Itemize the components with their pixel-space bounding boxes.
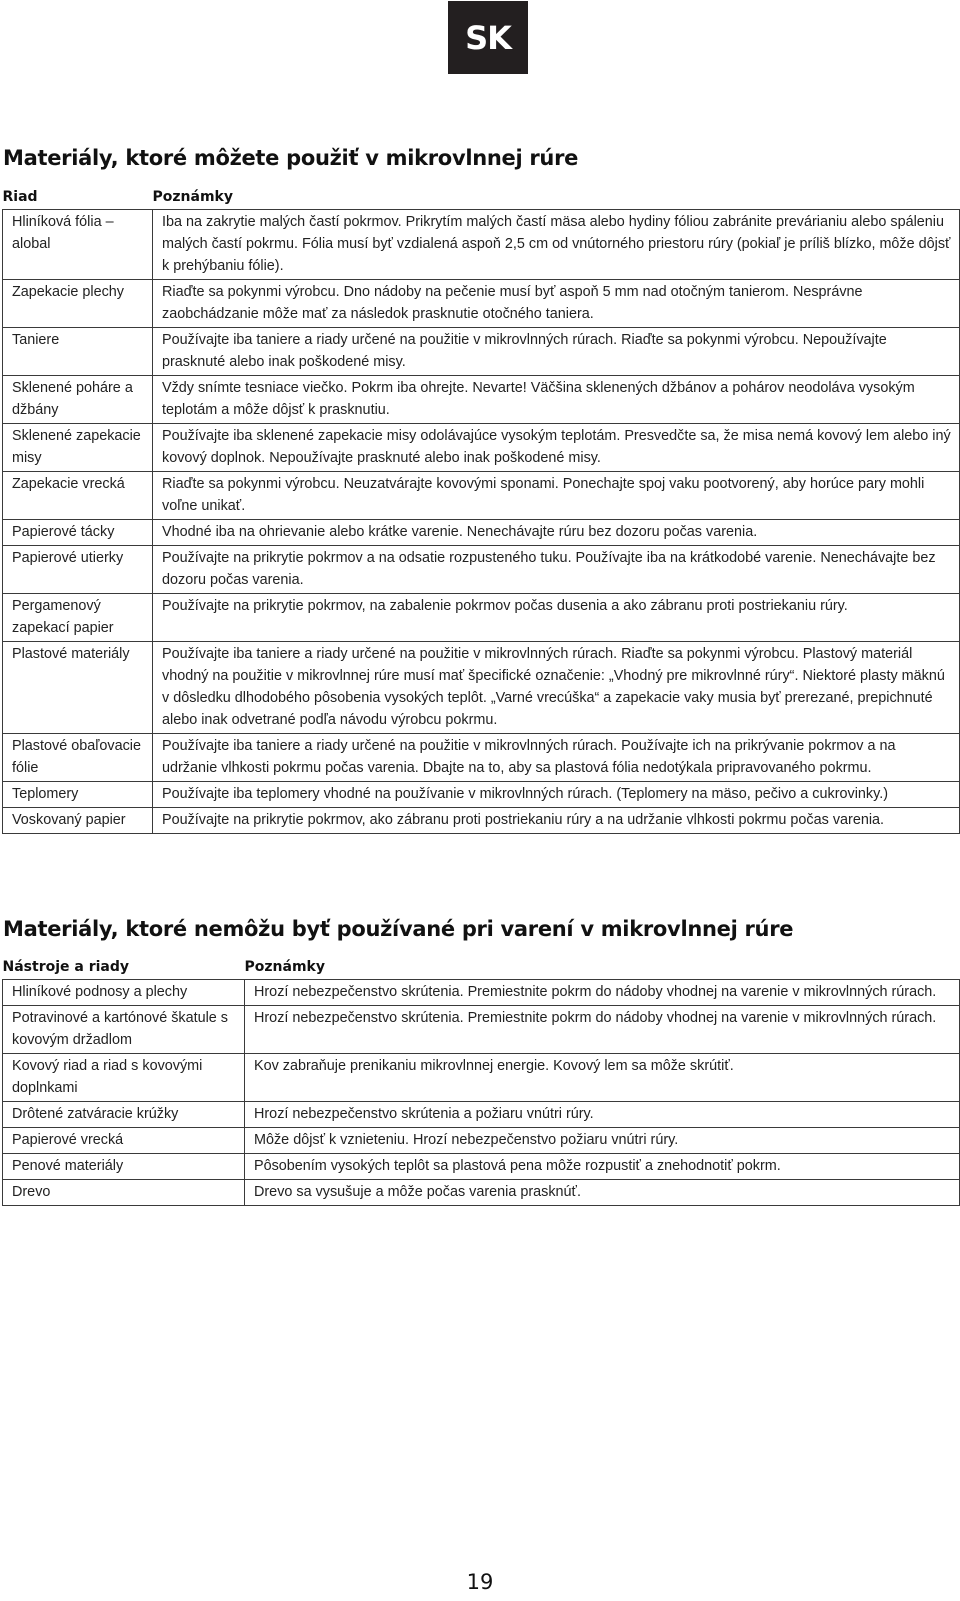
section-title-allowed-materials: Materiály, ktoré môžete použiť v mikrovlnnej rúre [3, 146, 579, 170]
material-note: Hrozí nebezpečenstvo skrútenia. Premiestnite pokrm do nádoby vhodnej na varenie v mikrovlnných rúrach. [245, 980, 960, 1006]
material-note: Používajte na prikrytie pokrmov, na zabalenie pokrmov počas dusenia a ako zábranu proti postriekaniu rúry. [153, 594, 960, 642]
material-note: Hrozí nebezpečenstvo skrútenia. Premiestnite pokrm do nádoby vhodnej na varenie v mikrovlnných rúrach. [245, 1006, 960, 1054]
material-note: Používajte iba taniere a riady určené na použitie v mikrovlnných rúrach. Riaďte sa pokynmi výrobcu. Nepoužívajte prasknuté alebo inak poškodené misy. [153, 328, 960, 376]
language-badge: SK [448, 1, 528, 74]
material-name: Penové materiály [3, 1154, 245, 1180]
table-header-row [3, 956, 960, 980]
table-row [3, 520, 960, 546]
forbidden-materials-table [2, 956, 960, 1206]
material-name: Potravinové a kartónové škatule s kovovým držadlom [3, 1006, 245, 1054]
material-name: Papierové utierky [3, 546, 153, 594]
table-row [3, 782, 960, 808]
material-name: Kovový riad a riad s kovovými doplnkami [3, 1054, 245, 1102]
material-note: Používajte iba teplomery vhodné na používanie v mikrovlnných rúrach. (Teplomery na mäso, pečivo a cukrovinky.) [153, 782, 960, 808]
material-note: Vhodné iba na ohrievanie alebo krátke varenie. Nenechávajte rúru bez dozoru počas varenia. [153, 520, 960, 546]
allowed-materials-table [2, 186, 960, 834]
material-note: Používajte iba taniere a riady určené na použitie v mikrovlnných rúrach. Riaďte sa pokynmi výrobcu. Plastový materiál vhodný na použitie v mikrovlnnej rúre musí mať špecifické označenie: „Vhodný pre mikrovlnné rúry“. Niektoré plasty mäknú v dôsledku dlhodobého pôsobenia vysokých teplôt. „Varné vrecúška“ a zapekacie vaky musia byť prerezané, prepichnuté alebo inak odvetrané podľa návodu výrobcu pokrmu. [153, 642, 960, 734]
material-name: Papierové vrecká [3, 1128, 245, 1154]
column-header-tools: Nástroje a riady [2, 959, 129, 975]
material-note: Kov zabraňuje prenikaniu mikrovlnnej energie. Kovový lem sa môže skrútiť. [245, 1054, 960, 1102]
material-name: Papierové tácky [3, 520, 153, 546]
table-row [3, 546, 960, 594]
material-name: Hliníkové podnosy a plechy [3, 980, 245, 1006]
section-title-forbidden-materials: Materiály, ktoré nemôžu byť používané pri varení v mikrovlnnej rúre [3, 917, 794, 941]
material-note: Môže dôjsť k vznieteniu. Hrozí nebezpečenstvo požiaru vnútri rúry. [245, 1128, 960, 1154]
material-name: Drôtené zatváracie krúžky [3, 1102, 245, 1128]
table-row [3, 1180, 960, 1206]
material-note: Iba na zakrytie malých častí pokrmov. Prikrytím malých častí mäsa alebo hydiny fóliou zabránite prevárianiu alebo spáleniu malých častí pokrmu. Fólia musí byť vzdialená aspoň 2,5 cm od vnútorného priestoru rúry (pokiaľ je príliš blízko, môže dôjsť k prehýbaniu fólie). [153, 210, 960, 280]
column-header-dishes: Riad [2, 189, 38, 205]
material-note: Riaďte sa pokynmi výrobcu. Dno nádoby na pečenie musí byť aspoň 5 mm nad otočným tanierom. Nesprávne zaobchádzanie môže mať za následok prasknutie otočného taniera. [153, 280, 960, 328]
material-name: Hliníková fólia – alobal [3, 210, 153, 280]
table-row [3, 980, 960, 1006]
material-note: Pôsobením vysokých teplôt sa plastová pena môže rozpustiť a znehodnotiť pokrm. [245, 1154, 960, 1180]
material-name: Sklenené poháre a džbány [3, 376, 153, 424]
material-note: Používajte iba taniere a riady určené na použitie v mikrovlnných rúrach. Používajte ich na prikrývanie pokrmov a na udržanie vlhkosti pokrmu počas varenia. Dbajte na to, aby sa plastová fólia nedotýkala pripravovaného pokrmu. [153, 734, 960, 782]
table-row [3, 808, 960, 834]
table-row [3, 1128, 960, 1154]
allowed-materials-body [3, 210, 960, 834]
material-name: Pergamenový zapekací papier [3, 594, 153, 642]
table-row [3, 472, 960, 520]
material-name: Sklenené zapekacie misy [3, 424, 153, 472]
material-name: Drevo [3, 1180, 245, 1206]
table-row [3, 1154, 960, 1180]
material-note: Používajte iba sklenené zapekacie misy odolávajúce vysokým teplotám. Presvedčte sa, že misa nemá kovový lem alebo iný kovový doplnok. Nepoužívajte prasknuté alebo inak poškodené misy. [153, 424, 960, 472]
table-row [3, 1054, 960, 1102]
table-header-row [3, 186, 960, 210]
table-row [3, 1102, 960, 1128]
material-note: Riaďte sa pokynmi výrobcu. Neuzatvárajte kovovými sponami. Ponechajte spoj vaku pootvorený, aby horúce pary mohli voľne unikať. [153, 472, 960, 520]
material-name: Taniere [3, 328, 153, 376]
column-header-notes: Poznámky [152, 189, 233, 205]
material-name: Zapekacie vrecká [3, 472, 153, 520]
table-row [3, 210, 960, 280]
table-row [3, 280, 960, 328]
forbidden-materials-body [3, 980, 960, 1206]
table-row [3, 642, 960, 734]
material-name: Plastové obaľovacie fólie [3, 734, 153, 782]
table-row [3, 734, 960, 782]
column-header-notes: Poznámky [244, 959, 325, 975]
material-name: Zapekacie plechy [3, 280, 153, 328]
table-row [3, 1006, 960, 1054]
table-row [3, 424, 960, 472]
material-note: Vždy snímte tesniace viečko. Pokrm iba ohrejte. Nevarte! Väčšina sklenených džbánov a pohárov neodoláva vysokým teplotám a môže dôjsť k prasknutiu. [153, 376, 960, 424]
table-row [3, 594, 960, 642]
material-name: Plastové materiály [3, 642, 153, 734]
material-name: Teplomery [3, 782, 153, 808]
material-note: Drevo sa vysušuje a môže počas varenia prasknúť. [245, 1180, 960, 1206]
page-number: 19 [466, 1570, 494, 1594]
material-note: Používajte na prikrytie pokrmov a na odsatie rozpusteného tuku. Používajte iba na krátkodobé varenie. Nenechávajte bez dozoru počas varenia. [153, 546, 960, 594]
material-name: Voskovaný papier [3, 808, 153, 834]
material-note: Používajte na prikrytie pokrmov, ako zábranu proti postriekaniu rúry a na udržanie vlhkosti pokrmu počas varenia. [153, 808, 960, 834]
table-row [3, 376, 960, 424]
material-note: Hrozí nebezpečenstvo skrútenia a požiaru vnútri rúry. [245, 1102, 960, 1128]
table-row [3, 328, 960, 376]
